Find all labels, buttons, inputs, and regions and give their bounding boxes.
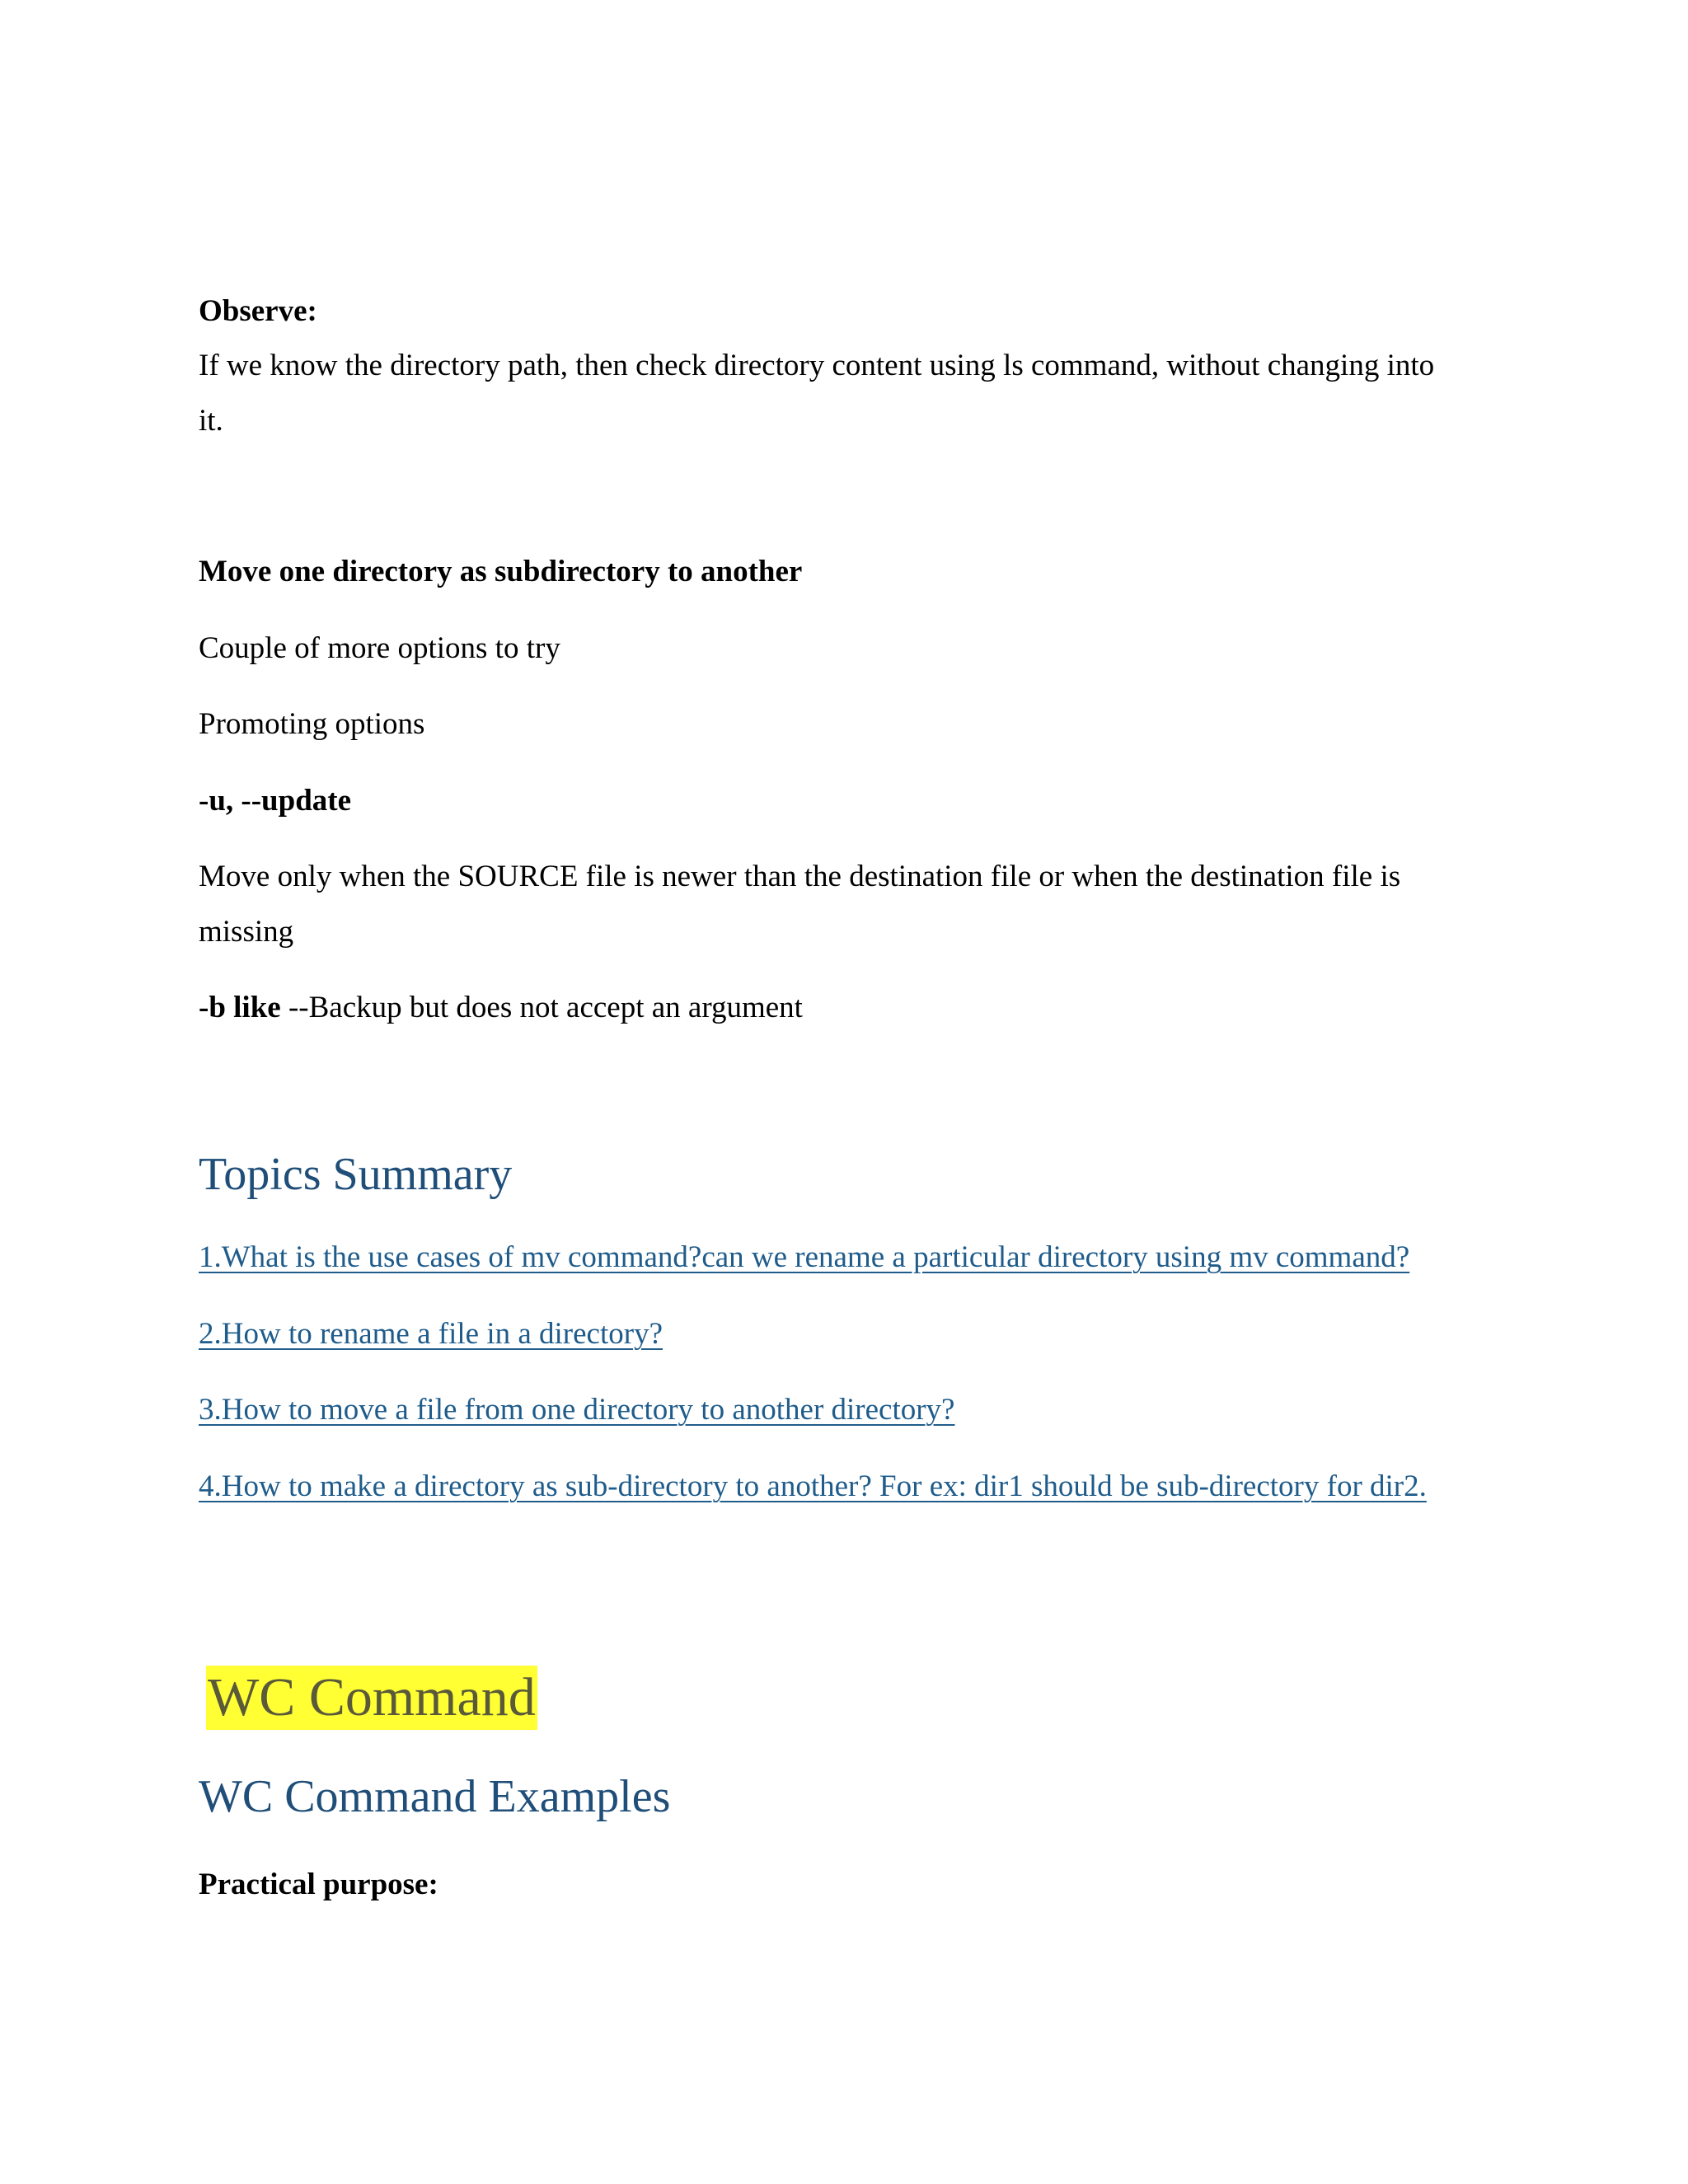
observe-text-line1: If we know the directory path, then check directory content using ls command, without changing into (199, 349, 1435, 382)
move-section-heading: Move one directory as subdirectory to another (199, 555, 803, 588)
option-u-desc-line1: Move only when the SOURCE file is newer than the destination file or when the destination file is (199, 860, 1401, 893)
option-u-desc-line2: missing (199, 915, 294, 949)
topic-link-1[interactable]: 1.What is the use cases of mv command?can we rename a particular directory using mv command? (199, 1240, 1410, 1274)
wc-examples-heading: WC Command Examples (199, 1771, 671, 1822)
option-b-label: -b like (199, 991, 281, 1024)
option-u-label: -u, --update (199, 784, 352, 818)
option-b-desc: --Backup but does not accept an argument (280, 991, 803, 1024)
move-section-line2: Promoting options (199, 707, 425, 741)
topic-link-2[interactable]: 2.How to rename a file in a directory? (199, 1317, 663, 1351)
topic-link-4[interactable]: 4.How to make a directory as sub-directory to another? For ex: dir1 should be sub-directory for dir2. (199, 1469, 1427, 1503)
topic-link-3[interactable]: 3.How to move a file from one directory to another directory? (199, 1393, 955, 1427)
move-section-line1: Couple of more options to try (199, 631, 560, 665)
wc-title-wrapper (206, 1666, 537, 1730)
observe-text-line2: it. (199, 404, 223, 438)
observe-label: Observe: (199, 294, 317, 328)
wc-command-title: WC Command (206, 1666, 537, 1730)
option-b-line (199, 980, 803, 1036)
topics-summary-heading: Topics Summary (199, 1149, 513, 1200)
practical-purpose-label: Practical purpose: (199, 1868, 438, 1901)
